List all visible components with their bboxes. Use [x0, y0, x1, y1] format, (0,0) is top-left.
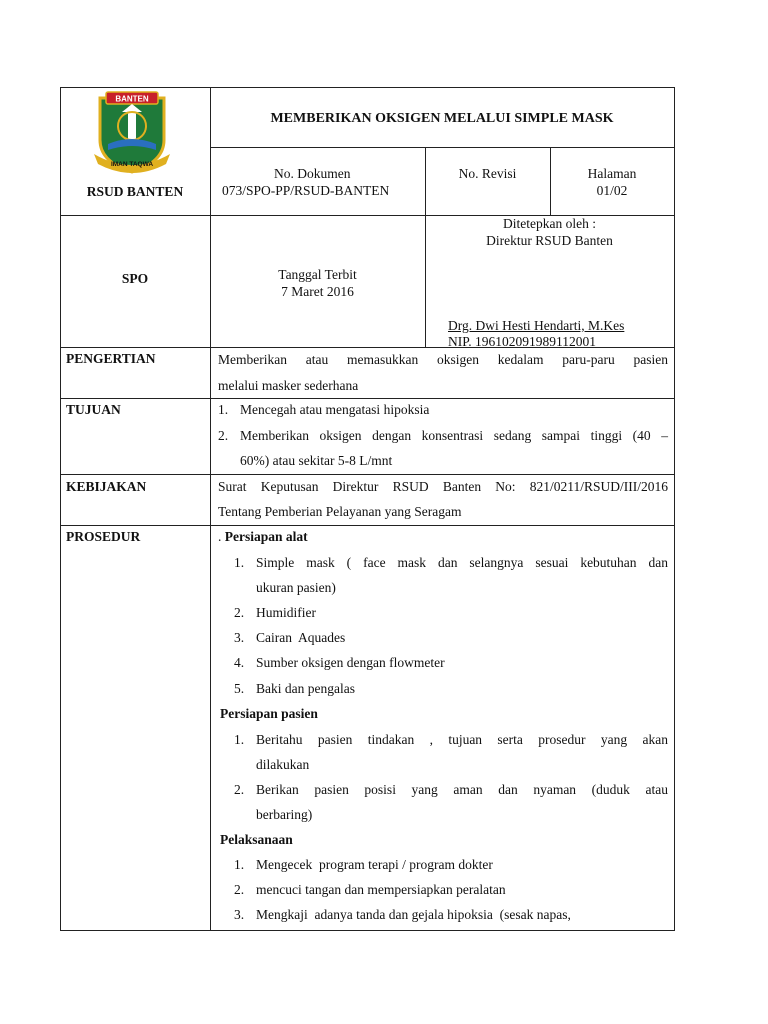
tujuan-item-2-line1: Memberikan oksigen dengan konsentrasi sedang sampai tinggi (40 – — [240, 428, 668, 443]
tanggal-label: Tanggal Terbit — [278, 267, 357, 282]
halaman-value: 01/02 — [596, 183, 628, 198]
ditetapkan-value: Direktur RSUD Banten — [486, 233, 613, 248]
border-pengertian — [60, 398, 675, 399]
border-bottom — [60, 930, 675, 931]
pasien-item-1-line1: Beritahu pasien tindakan , tujuan serta prosedur yang akan — [256, 732, 668, 747]
kebijakan-line2: Tentang Pemberian Pelayanan yang Seragam — [218, 504, 462, 519]
alat-item-5: Baki dan pengalas — [256, 681, 355, 696]
alat-item-3: Cairan Aquades — [256, 630, 346, 645]
alat-item-4: Sumber oksigen dengan flowmeter — [256, 655, 445, 670]
border-kebijakan — [60, 525, 675, 526]
pasien-item-2-num: 2. — [234, 782, 245, 797]
ditetapkan-label: Ditetepkan oleh : — [503, 216, 596, 231]
persiapan-pasien-heading: Persiapan pasien — [220, 706, 318, 721]
pelaksanaan-item-3-num: 3. — [234, 907, 245, 922]
doc-number-value: 073/SPO-PP/RSUD-BANTEN — [222, 183, 390, 198]
alat-item-4-num: 4. — [234, 655, 245, 670]
pasien-item-2-line2: berbaring) — [256, 807, 313, 822]
border-left — [60, 87, 61, 930]
hospital-name: RSUD BANTEN — [86, 184, 184, 199]
kebijakan-line1: Surat Keputusan Direktur RSUD Banten No: 821/0211/RSUD/III/2016 — [218, 479, 668, 494]
alat-item-1-line1: Simple mask ( face mask dan selangnya sesuai kebutuhan dan — [256, 555, 668, 570]
pasien-item-1-line2: dilakukan — [256, 757, 310, 772]
alat-item-1-num: 1. — [234, 555, 245, 570]
pelaksanaan-heading: Pelaksanaan — [220, 832, 293, 847]
pelaksanaan-item-2-num: 2. — [234, 882, 245, 897]
pelaksanaan-item-1: Mengecek program terapi / program dokter — [256, 857, 493, 872]
alat-item-5-num: 5. — [234, 681, 245, 696]
heading-prefix: . — [218, 529, 225, 544]
alat-item-3-num: 3. — [234, 630, 245, 645]
pelaksanaan-item-1-num: 1. — [234, 857, 245, 872]
pengertian-line1: Memberikan atau memasukkan oksigen kedalam paru-paru pasien — [218, 352, 668, 367]
revisi-label: No. Revisi — [458, 166, 517, 181]
document-title: MEMBERIKAN OKSIGEN MELALUI SIMPLE MASK — [270, 111, 614, 126]
pengertian-label: PENGERTIAN — [66, 351, 156, 366]
halaman-label: Halaman — [587, 166, 637, 181]
signatory-nip: NIP. 196102091989112001 — [448, 334, 597, 349]
alat-item-2-num: 2. — [234, 605, 245, 620]
doc-number-label: No. Dokumen — [274, 166, 351, 181]
pasien-item-2-line1: Berikan pasien posisi yang aman dan nyaman (duduk atau — [256, 782, 668, 797]
signatory-name: Drg. Dwi Hesti Hendarti, M.Kes — [448, 318, 625, 333]
persiapan-alat-heading — [218, 528, 308, 546]
alat-item-2: Humidifier — [256, 605, 316, 620]
tanggal-value: 7 Maret 2016 — [281, 284, 354, 299]
tujuan-item-2-line2: 60%) atau sekitar 5-8 L/mnt — [240, 453, 393, 468]
pelaksanaan-item-3: Mengkaji adanya tanda dan gejala hipoksia (sesak napas, — [256, 907, 571, 922]
pengertian-line2: melalui masker sederhana — [218, 378, 359, 393]
tujuan-item-2-num: 2. — [218, 428, 229, 443]
svg-text:BANTEN: BANTEN — [115, 94, 149, 104]
border-col1 — [210, 87, 211, 930]
tujuan-item-1-num: 1. — [218, 402, 229, 417]
kebijakan-label: KEBIJAKAN — [66, 479, 147, 494]
tujuan-label: TUJUAN — [66, 402, 121, 417]
persiapan-alat-title: Persiapan alat — [224, 529, 308, 544]
border-tujuan — [60, 474, 675, 475]
alat-item-1-line2: ukuran pasien) — [256, 580, 336, 595]
banten-logo — [92, 88, 172, 176]
prosedur-label: PROSEDUR — [66, 529, 141, 544]
tujuan-item-1: Mencegah atau mengatasi hipoksia — [240, 402, 430, 417]
svg-text:IMAN TAQWA: IMAN TAQWA — [110, 161, 154, 168]
spo-label: SPO — [121, 271, 149, 286]
pelaksanaan-item-2: mencuci tangan dan mempersiapkan peralatan — [256, 882, 506, 897]
border-header-mid — [210, 147, 675, 148]
border-right — [674, 87, 675, 930]
pasien-item-1-num: 1. — [234, 732, 245, 747]
